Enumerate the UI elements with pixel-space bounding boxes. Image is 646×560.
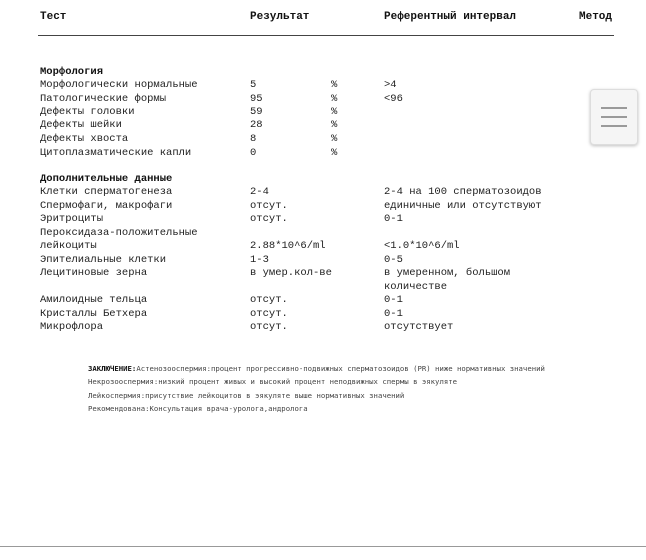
table-row	[0, 119, 646, 132]
table-row	[0, 213, 646, 226]
conclusion-line	[88, 364, 545, 373]
row-test: Пероксидаза-положительные	[40, 227, 198, 239]
row-ref: 0-5	[384, 254, 403, 266]
row-ref: в умеренном, большом	[384, 267, 511, 279]
conclusion-line: Некрозооспермия:низкий процент живых и высокий процент неподвижных спермы в эякуляте	[88, 377, 458, 386]
row-value: отсут.	[250, 213, 288, 225]
row-unit: %	[331, 106, 338, 118]
header-test: Тест	[40, 11, 67, 23]
row-test: Патологические формы	[40, 93, 167, 105]
row-unit: %	[331, 119, 338, 131]
page-bottom-divider	[0, 546, 646, 547]
row-ref: единичные или отсутствуют	[384, 200, 542, 212]
row-ref: 0-1	[384, 213, 403, 225]
table-row	[0, 79, 646, 92]
header-divider	[38, 35, 614, 36]
row-ref: <96	[384, 93, 403, 105]
row-value: 28	[250, 119, 263, 131]
row-value: 95	[250, 93, 263, 105]
row-value: отсут.	[250, 308, 288, 320]
section-title-additional: Дополнительные данные	[40, 173, 173, 185]
row-unit: %	[331, 93, 338, 105]
table-row	[0, 308, 646, 321]
row-value: 59	[250, 106, 263, 118]
header-result: Результат	[250, 11, 310, 23]
row-test: Морфологически нормальные	[40, 79, 198, 91]
row-unit: %	[331, 133, 338, 145]
row-value: 5	[250, 79, 257, 91]
table-row	[0, 321, 646, 334]
row-ref: отсутствует	[384, 321, 454, 333]
table-row	[0, 133, 646, 146]
row-value: 0	[250, 147, 257, 159]
row-test: Амилоидные тельца	[40, 294, 148, 306]
hamburger-menu-icon	[601, 107, 627, 127]
row-ref: 2-4 на 100 сперматозоидов	[384, 186, 542, 198]
row-value: отсут.	[250, 321, 288, 333]
table-row	[0, 227, 646, 240]
table-row	[0, 93, 646, 106]
table-row	[0, 106, 646, 119]
row-test: Цитоплазматические капли	[40, 147, 192, 159]
table-row	[0, 240, 646, 253]
conclusion-line: Рекомендована:Консультация врача-уролога,андролога	[88, 404, 308, 413]
row-test: Дефекты шейки	[40, 119, 122, 131]
row-value: 8	[250, 133, 257, 145]
conclusion-label: ЗАКЛЮЧЕНИЕ:	[88, 364, 137, 373]
row-test: лейкоциты	[40, 240, 97, 252]
row-test: Дефекты головки	[40, 106, 135, 118]
row-value: отсут.	[250, 294, 288, 306]
header-method: Метод	[579, 11, 613, 23]
row-value: в умер.кол-ве	[250, 267, 332, 279]
row-test: Эпителиальные клетки	[40, 254, 167, 266]
header-reference: Референтный интервал	[384, 11, 517, 23]
table-row	[0, 200, 646, 213]
row-ref: 0-1	[384, 294, 403, 306]
row-ref: 0-1	[384, 308, 403, 320]
hamburger-menu-button[interactable]	[590, 89, 638, 145]
table-row	[0, 254, 646, 267]
row-test: Клетки сперматогенеза	[40, 186, 173, 198]
row-test: Дефекты хвоста	[40, 133, 129, 145]
row-unit: %	[331, 79, 338, 91]
section-title-morphology: Морфология	[40, 66, 104, 78]
row-test: Микрофлора	[40, 321, 104, 333]
row-ref: количестве	[384, 281, 448, 293]
row-value: 2-4	[250, 186, 269, 198]
row-test: Кристаллы Бетхера	[40, 308, 148, 320]
table-row	[0, 294, 646, 307]
row-value: 1-3	[250, 254, 269, 266]
table-row	[0, 281, 646, 294]
row-value: 2.88*10^6/ml	[250, 240, 326, 252]
row-test: Эритроциты	[40, 213, 104, 225]
table-row	[0, 147, 646, 160]
row-ref: >4	[384, 79, 397, 91]
table-row	[0, 186, 646, 199]
table-row	[0, 267, 646, 280]
row-unit: %	[331, 147, 338, 159]
conclusion-text: Астенозооспермия:процент прогрессивно-подвижных сперматозоидов (PR) ниже нормативных значений	[136, 364, 545, 373]
row-test: Спермофаги, макрофаги	[40, 200, 173, 212]
row-value: отсут.	[250, 200, 288, 212]
conclusion-line: Лейкоспермия:присутствие лейкоцитов в эякуляте выше нормативных значений	[88, 391, 405, 400]
row-test: Лецитиновые зерна	[40, 267, 148, 279]
row-ref: <1.0*10^6/ml	[384, 240, 460, 252]
